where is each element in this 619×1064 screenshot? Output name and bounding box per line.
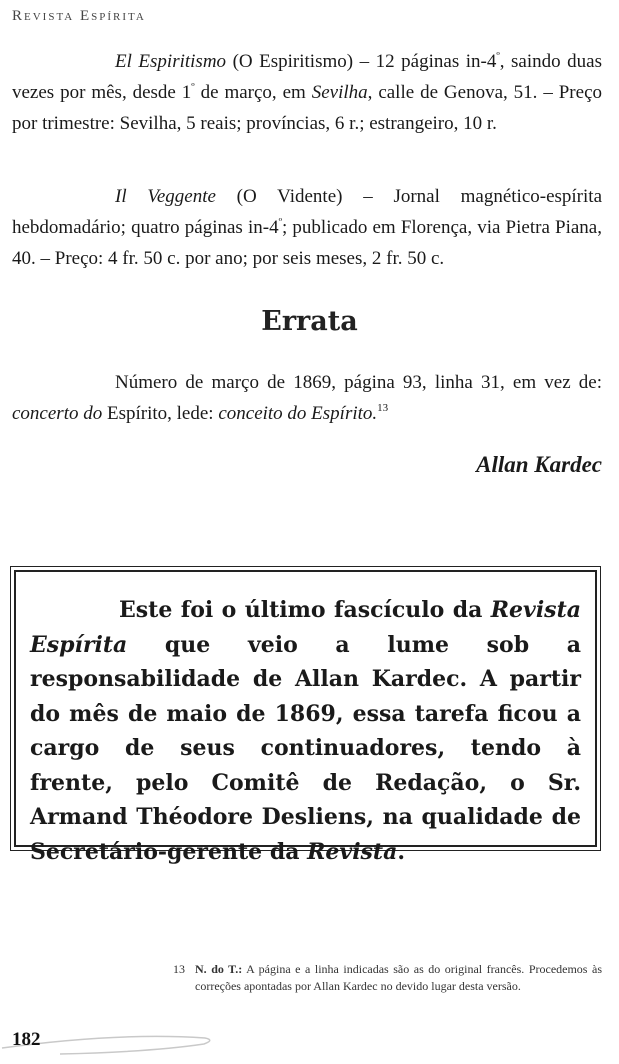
periodical-title: Il Veggente xyxy=(115,186,216,207)
notice-box xyxy=(10,566,601,865)
footnote-reference[interactable]: 13 xyxy=(377,402,389,414)
listing-il-veggente: Il Veggente (O Vidente) – Jornal magnético-espírita hebdomadário; quatro páginas $in-4^º$; publicado em Florença, via Pietra Piana, 40. – Preço: 4 fr. 50 c. por ano; por seis meses, 2 fr. 50 c. xyxy=(12,186,603,269)
footnote-lead: N. do T.: xyxy=(195,962,243,976)
author-signature: Allan Kardec xyxy=(476,452,602,477)
notice-inner-frame xyxy=(14,570,597,865)
running-head: Revista Espírita xyxy=(12,8,146,24)
errata-paragraph: Número de março de 1869, página 93, linha 31, em vez de: concerto do Espírito, lede: conceito do Espírito.$^{13}$ xyxy=(12,372,602,424)
footnote-number: 13 xyxy=(173,962,185,976)
errata-heading: Errata xyxy=(261,306,358,337)
footnote: 13 N. do T.: A página e a linha indicadas são as do original francês. Procedemos às correções apontadas por Allan Kardec no devido lugar desta versão. xyxy=(173,962,602,993)
listing-el-espiritismo: El Espiritismo (O Espiritismo) – 12 páginas $in-4^º$, saindo duas vezes por mês, desde $1^º$ de março, em Sevilha, calle de Genova, 51. – Preço por trimestre: Sevilha, 5 reais; províncias, 6 r.; estrangeiro, 10 r. xyxy=(12,50,603,134)
notice-text: Este foi o último fascículo da Revista Espírita que veio a lume sob a responsabilidade de Allan Kardec. A partir do mês de maio de 1869, essa tarefa ficou a cargo de seus continuadores, tendo à frente, pelo Comitê de Redação, o Sr. Armand Théodore Desliens, na qualidade de Secretário-gerente da Revista. xyxy=(30,597,581,865)
page-number: 182 xyxy=(12,1029,41,1050)
periodical-title: El Espiritismo xyxy=(115,51,227,72)
